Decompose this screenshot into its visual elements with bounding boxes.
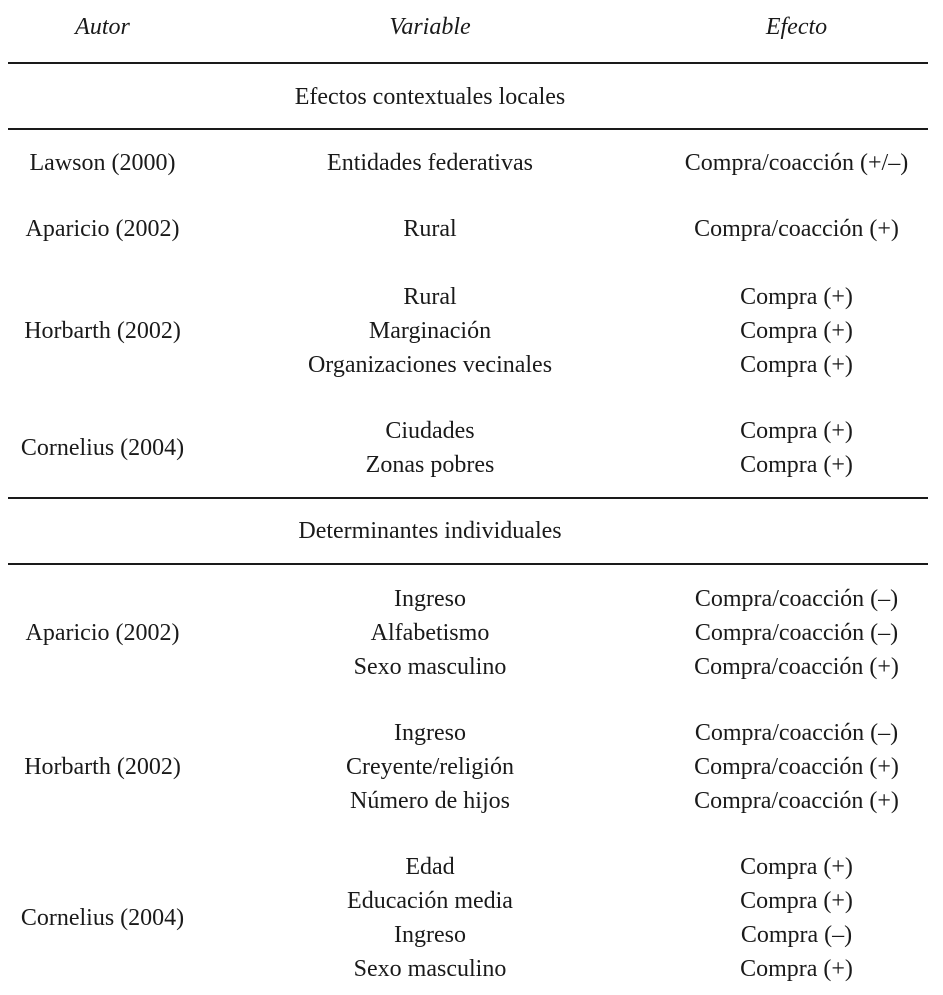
row-autor: Aparicio (2002): [25, 216, 180, 242]
row-variable: Zonas pobres: [365, 452, 495, 478]
row-variable: Edad: [405, 854, 455, 880]
section-rule-individual: [8, 563, 928, 565]
row-variables: [230, 280, 630, 382]
row-efecto: Compra/coacción (+): [694, 788, 899, 814]
row-autor: Horbarth (2002): [24, 318, 181, 344]
row-efecto: Compra (+): [740, 956, 853, 982]
row-autor: Lawson (2000): [29, 150, 176, 176]
row-efectos: [650, 212, 943, 246]
row-efecto: Compra (–): [740, 922, 853, 948]
row-variables: [230, 146, 630, 180]
section-rule-contextual: [8, 128, 928, 130]
row-efectos: [650, 280, 943, 382]
row-variable: Ciudades: [385, 418, 475, 444]
header-variable: Variable: [389, 14, 471, 40]
row-efectos: [650, 146, 943, 180]
row-variables: [230, 212, 630, 246]
row-efecto: Compra (+): [740, 854, 853, 880]
row-variable: Rural: [403, 216, 457, 242]
row-variable: Educación media: [347, 888, 513, 914]
row-variables: [230, 716, 630, 818]
row-efecto: Compra/coacción (+/–): [684, 150, 909, 176]
row-efecto: Compra/coacción (+): [694, 654, 899, 680]
row-autor: Cornelius (2004): [20, 905, 185, 931]
row-autor: Cornelius (2004): [20, 435, 185, 461]
row-variable: Ingreso: [394, 720, 466, 746]
row-variable: Organizaciones vecinales: [307, 352, 553, 378]
row-efecto: Compra (+): [740, 888, 853, 914]
row-autor: Aparicio (2002): [25, 620, 180, 646]
row-variable: Entidades federativas: [327, 150, 533, 176]
row-variables: [230, 582, 630, 684]
row-efecto: Compra (+): [740, 418, 853, 444]
row-variable: Ingreso: [394, 586, 466, 612]
row-efecto: Compra (+): [740, 284, 853, 310]
row-efecto: Compra (+): [740, 318, 853, 344]
header-autor: Autor: [75, 14, 130, 40]
row-variable: Creyente/religión: [346, 754, 514, 780]
row-efecto: Compra/coacción (–): [694, 586, 899, 612]
header-rule: [8, 62, 928, 64]
row-variable: Ingreso: [394, 922, 466, 948]
row-efecto: Compra/coacción (–): [694, 620, 899, 646]
row-efecto: Compra (+): [740, 452, 853, 478]
row-efectos: [650, 582, 943, 684]
row-efecto: Compra/coacción (–): [694, 720, 899, 746]
row-variable: Rural: [403, 284, 457, 310]
row-efecto: Compra/coacción (+): [694, 216, 899, 242]
row-efectos: [650, 850, 943, 986]
row-autor: Horbarth (2002): [24, 754, 181, 780]
row-variables: [230, 850, 630, 986]
row-variable: Alfabetismo: [370, 620, 490, 646]
section-divider: [8, 497, 928, 499]
row-efectos: [650, 716, 943, 818]
section-title-contextual: Efectos contextuales locales: [294, 84, 566, 110]
row-variable: Sexo masculino: [353, 654, 507, 680]
row-variable: Marginación: [368, 318, 492, 344]
row-variables: [230, 414, 630, 482]
section-title-individual: Determinantes individuales: [298, 518, 562, 544]
row-efectos: [650, 414, 943, 482]
row-variable: Número de hijos: [350, 788, 510, 814]
row-efecto: Compra (+): [740, 352, 853, 378]
row-variable: Sexo masculino: [353, 956, 507, 982]
row-efecto: Compra/coacción (+): [694, 754, 899, 780]
header-efecto: Efecto: [765, 14, 828, 40]
